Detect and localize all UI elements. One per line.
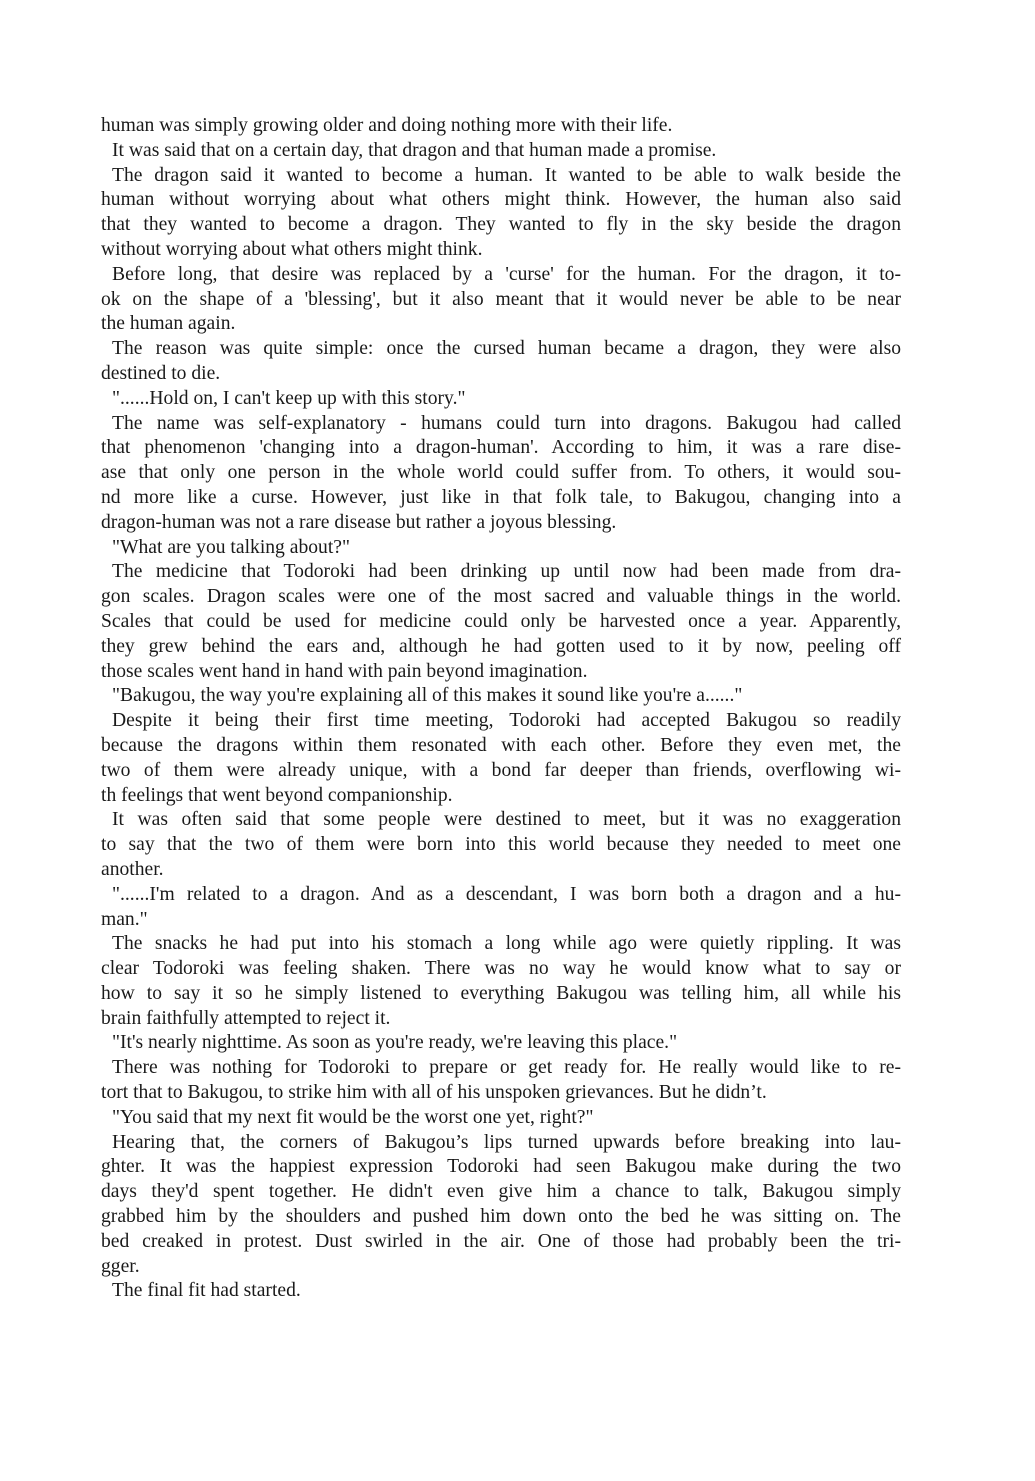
text-line: days they'd spent together. He didn't even give him a chance to talk, Bakugou simply [101, 1181, 901, 1203]
text-line: that phenomenon 'changing into a dragon-human'. According to him, it was a rare dise- [101, 437, 901, 459]
text-line: gger. [101, 1255, 140, 1277]
text-line: that they wanted to become a dragon. They wanted to fly in the sky beside the dragon [101, 214, 901, 236]
text-line: gon scales. Dragon scales were one of the most sacred and valuable things in the world. [101, 586, 901, 608]
text-line: Hearing that, the corners of Bakugou’s lips turned upwards before breaking into lau- [112, 1131, 901, 1153]
text-line: Scales that could be used for medicine could only be harvested once a year. Apparently, [101, 610, 901, 632]
text-line: brain faithfully attempted to reject it. [101, 1007, 391, 1029]
text-line: "What are you talking about?" [112, 536, 350, 558]
text-line: human was simply growing older and doing nothing more with their life. [101, 115, 673, 136]
text-line: two of them were already unique, with a bond far deeper than friends, overflowing wi- [101, 759, 901, 781]
text-line: "......I'm related to a dragon. And as a descendant, I was born both a dragon and a hu- [112, 883, 901, 905]
text-line: bed creaked in protest. Dust swirled in the air. One of those had probably been the tri- [101, 1230, 901, 1252]
text-line: Despite it being their first time meeting, Todoroki had accepted Bakugou so readily [112, 710, 901, 732]
text-line: how to say it so he simply listened to everything Bakugou was telling him, all while his [101, 982, 901, 1004]
text-line: "Bakugou, the way you're explaining all of this makes it sound like you're a......" [112, 685, 743, 707]
text-line: "......Hold on, I can't keep up with this story." [112, 387, 466, 409]
text-line: "You said that my next fit would be the worst one yet, right?" [112, 1106, 594, 1128]
body-text [101, 114, 901, 1304]
text-line: The name was self-explanatory - humans could turn into dragons. Bakugou had called [112, 412, 901, 434]
text-line: The medicine that Todoroki had been drinking up until now had been made from dra- [112, 561, 901, 583]
text-line: human without worrying about what others might think. However, the human also said [101, 189, 901, 211]
text-line: those scales went hand in hand with pain beyond imagination. [101, 660, 588, 682]
text-line: clear Todoroki was feeling shaken. There was no way he would know what to say or [101, 958, 901, 980]
text-line: The reason was quite simple: once the cursed human became a dragon, they were also [112, 338, 901, 360]
text-line: to say that the two of them were born into this world because they needed to meet one [101, 834, 901, 856]
text-line: ase that only one person in the whole world could suffer from. To others, it would sou- [101, 462, 901, 484]
text-line: It was said that on a certain day, that dragon and that human made a promise. [112, 139, 717, 161]
text-line: another. [101, 858, 164, 880]
text-line: There was nothing for Todoroki to prepare or get ready for. He really would like to re- [112, 1057, 901, 1079]
text-line: they grew behind the ears and, although he had gotten used to it by now, peeling off [101, 635, 901, 657]
text-line: The final fit had started. [112, 1280, 301, 1302]
text-line: ok on the shape of a 'blessing', but it also meant that it would never be able to be near [101, 288, 901, 310]
text-line: dragon-human was not a rare disease but rather a joyous blessing. [101, 511, 617, 533]
text-line: th feelings that went beyond companionship. [101, 784, 453, 806]
text-line: The dragon said it wanted to become a human. It wanted to be able to walk beside the [112, 164, 901, 186]
text-line: Before long, that desire was replaced by a 'curse' for the human. For the dragon, it to- [112, 263, 901, 285]
text-line: destined to die. [101, 362, 221, 384]
text-line: nd more like a curse. However, just like in that folk tale, to Bakugou, changing into a [101, 486, 901, 508]
text-line: because the dragons within them resonated with each other. Before they even met, the [101, 734, 901, 756]
text-line: It was often said that some people were destined to meet, but it was no exaggeration [112, 809, 901, 831]
text-line: without worrying about what others might think. [101, 238, 483, 260]
text-line: grabbed him by the shoulders and pushed him down onto the bed he was sitting on. The [101, 1206, 901, 1228]
text-line: tort that to Bakugou, to strike him with all of his unspoken grievances. But he didn’t. [101, 1082, 767, 1104]
text-line: The snacks he had put into his stomach a long while ago were quietly rippling. It was [112, 933, 901, 955]
text-line: ghter. It was the happiest expression Todoroki had seen Bakugou make during the two [101, 1156, 901, 1178]
text-line: the human again. [101, 313, 236, 335]
text-line: man." [101, 908, 148, 930]
text-line: "It's nearly nighttime. As soon as you're ready, we're leaving this place." [112, 1032, 678, 1054]
